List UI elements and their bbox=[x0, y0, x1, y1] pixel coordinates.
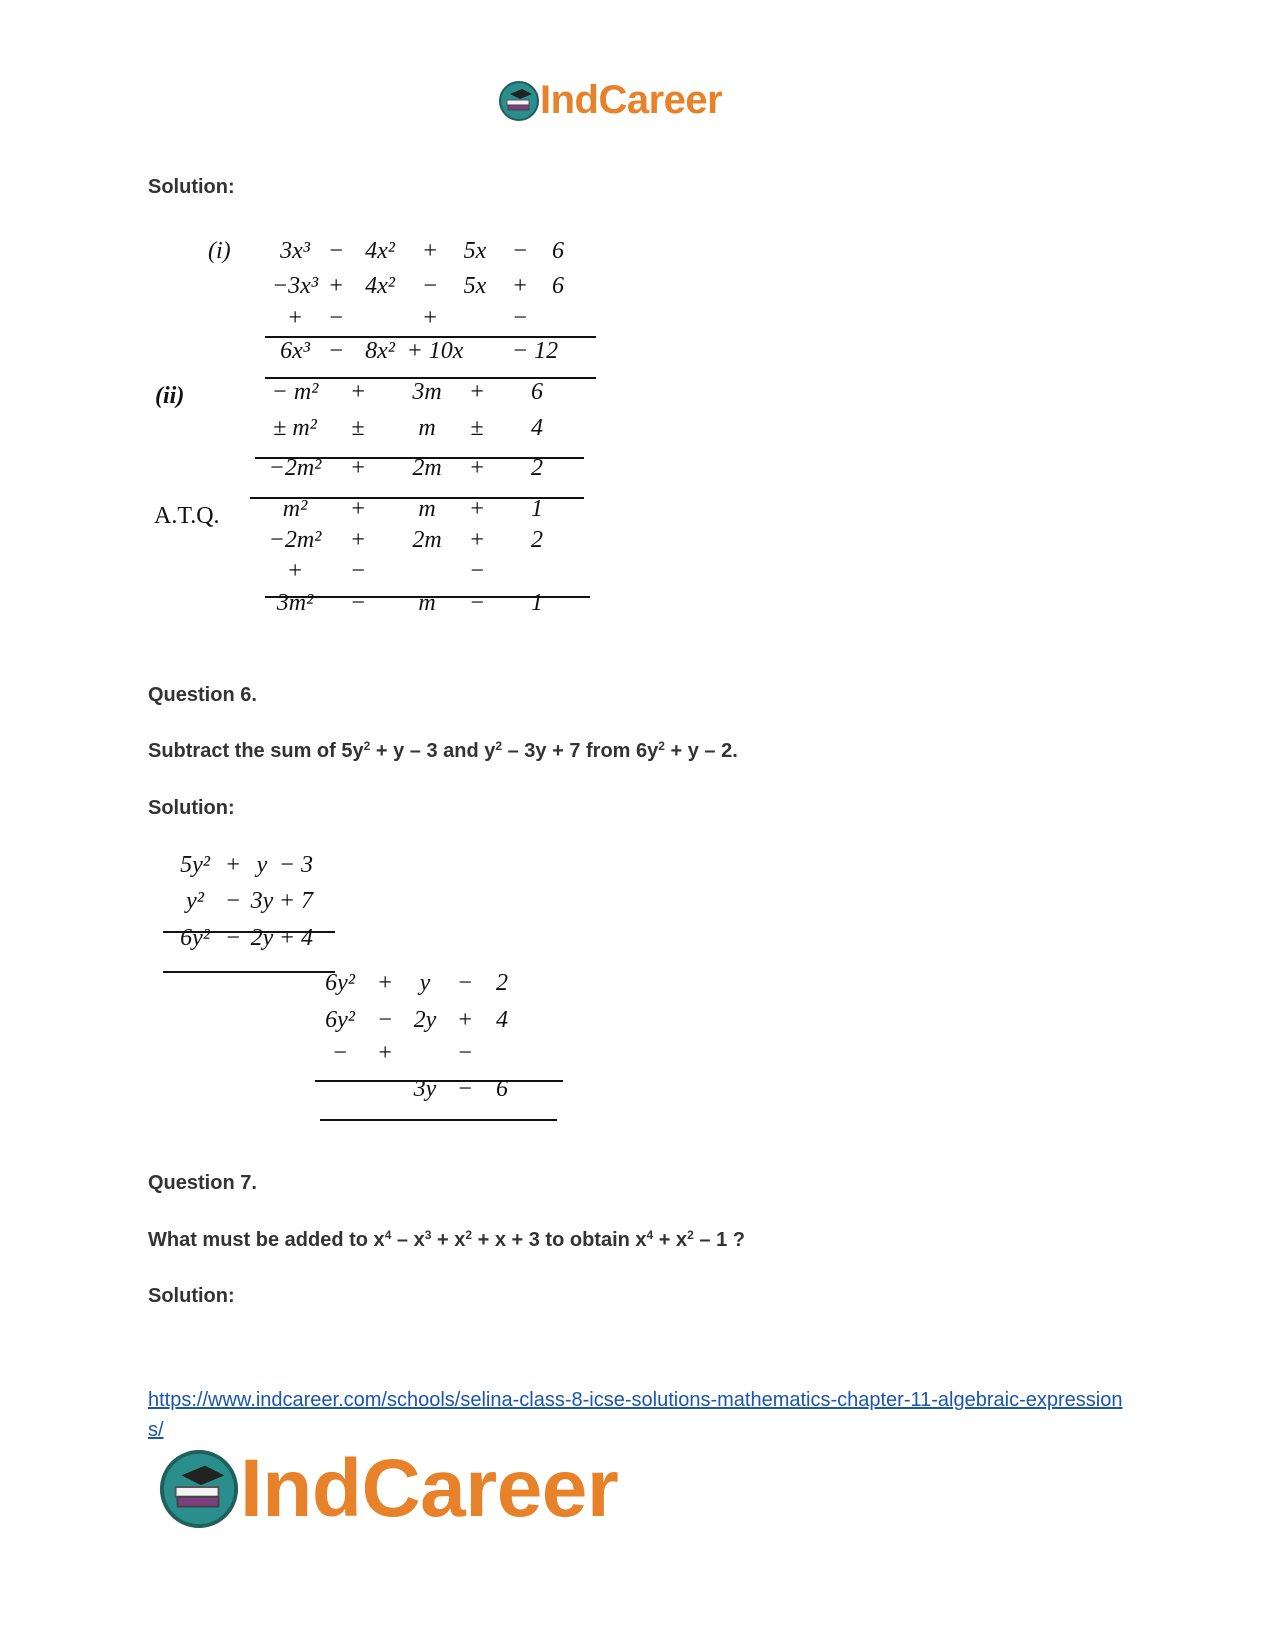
math-term: y bbox=[419, 970, 431, 996]
math-term: 7 bbox=[301, 888, 313, 914]
math-term: + bbox=[224, 852, 242, 878]
math-term: − bbox=[511, 238, 529, 264]
logo-globe-icon bbox=[498, 80, 540, 122]
math-term: 6 bbox=[496, 1076, 508, 1102]
math-term: − bbox=[421, 273, 439, 299]
solution-label-q6: Solution: bbox=[148, 797, 235, 819]
math-term: + bbox=[349, 527, 367, 553]
math-term: + bbox=[349, 455, 367, 481]
math-term: 5x bbox=[463, 238, 487, 264]
footer-logo-text: IndCareer bbox=[240, 1443, 619, 1534]
math-term: 4x² bbox=[365, 238, 395, 264]
math-term: −2m² bbox=[268, 527, 322, 553]
math-term: + bbox=[327, 273, 345, 299]
math-term: + bbox=[278, 888, 296, 914]
math-term: − bbox=[327, 338, 345, 364]
math-term: + bbox=[511, 273, 529, 299]
math-term: − bbox=[456, 1076, 474, 1102]
math-term: 6y² bbox=[325, 1007, 355, 1033]
math-term: − bbox=[224, 925, 242, 951]
math-term: − bbox=[456, 970, 474, 996]
math-term: − bbox=[278, 852, 296, 878]
footer-logo bbox=[158, 1443, 619, 1534]
math-term: 6 bbox=[552, 238, 564, 264]
math-term: + bbox=[286, 305, 304, 331]
math-term: 6y² bbox=[325, 970, 355, 996]
label-atq: A.T.Q. bbox=[154, 503, 220, 529]
math-term: y bbox=[256, 852, 268, 878]
math-term: + bbox=[468, 379, 486, 405]
math-term: + bbox=[278, 925, 296, 951]
math-term: y² bbox=[186, 888, 204, 914]
math-term: 2m bbox=[412, 527, 442, 553]
solution-label-q7: Solution: bbox=[148, 1285, 235, 1307]
math-term: − bbox=[456, 1040, 474, 1066]
math-term: − bbox=[468, 590, 486, 616]
math-term: − bbox=[349, 590, 367, 616]
math-term: 2 bbox=[531, 527, 543, 553]
source-link[interactable]: https://www.indcareer.com/schools/selina-class-8-icse-solutions-mathematics-chapter-11-algebraic-expressions/ bbox=[148, 1389, 1123, 1441]
math-term: ± bbox=[470, 415, 484, 441]
question-7-text: What must be added to $x^4 - x^3 + x^2 + x + 3$ to obtain $x^4 + x^2 - 1$ ? bbox=[148, 1228, 745, 1251]
math-term: + bbox=[349, 379, 367, 405]
math-term: + bbox=[376, 1040, 394, 1066]
math-term: −3x³ bbox=[271, 273, 319, 299]
logo-globe-icon bbox=[158, 1448, 240, 1530]
math-term: m bbox=[418, 590, 436, 616]
math-term: + bbox=[421, 305, 439, 331]
question-6-heading: Question 6. bbox=[148, 684, 257, 706]
math-term: − bbox=[327, 305, 345, 331]
label-part-ii: (ii) bbox=[155, 383, 185, 409]
math-term: 2y bbox=[250, 925, 274, 951]
solution-label-q5: Solution: bbox=[148, 176, 235, 198]
math-term: − bbox=[468, 558, 486, 584]
math-term: + bbox=[468, 455, 486, 481]
solution-work-q6 bbox=[155, 850, 575, 1140]
math-term: 3m bbox=[412, 379, 442, 405]
math-term: 1 bbox=[531, 496, 543, 522]
math-term: 5y² bbox=[180, 852, 210, 878]
math-term: + 10x bbox=[406, 338, 464, 364]
math-term: 6 bbox=[531, 379, 543, 405]
math-term: + bbox=[468, 496, 486, 522]
math-term: 2 bbox=[496, 970, 508, 996]
math-term: 3x³ bbox=[280, 238, 310, 264]
math-term: 2 bbox=[531, 455, 543, 481]
math-term: 4 bbox=[301, 925, 313, 951]
label-part-i: (i) bbox=[208, 238, 231, 264]
question-6-text: Subtract the sum of $5y^2 + y - 3$ and $y^2 - 3y + 7$ from $6y^2 + y - 2$. bbox=[148, 739, 738, 762]
math-term: m bbox=[418, 415, 436, 441]
math-term: 4 bbox=[531, 415, 543, 441]
math-term: m bbox=[418, 496, 436, 522]
math-term: 4x² bbox=[365, 273, 395, 299]
math-term: 4 bbox=[496, 1007, 508, 1033]
math-term: − bbox=[224, 888, 242, 914]
math-term: 6x³ bbox=[280, 338, 310, 364]
math-term: − bbox=[327, 238, 345, 264]
math-term: + bbox=[421, 238, 439, 264]
math-term: 3m² bbox=[276, 590, 314, 616]
math-term: 2y bbox=[413, 1007, 437, 1033]
math-term: −2m² bbox=[268, 455, 322, 481]
math-term: 8x² bbox=[365, 338, 395, 364]
math-term: m² bbox=[282, 496, 308, 522]
math-term: 3 bbox=[301, 852, 313, 878]
math-term: 1 bbox=[531, 590, 543, 616]
math-term: 3y bbox=[250, 888, 274, 914]
math-term: 6 bbox=[552, 273, 564, 299]
math-term: + bbox=[468, 527, 486, 553]
math-term: + bbox=[376, 970, 394, 996]
math-term: − bbox=[331, 1040, 349, 1066]
math-term: 2m bbox=[412, 455, 442, 481]
math-term: − bbox=[349, 558, 367, 584]
question-7-heading: Question 7. bbox=[148, 1172, 257, 1194]
math-term: − m² bbox=[271, 379, 319, 405]
math-term: 5x bbox=[463, 273, 487, 299]
math-term: − 12 bbox=[511, 338, 559, 364]
math-term: + bbox=[456, 1007, 474, 1033]
header-logo bbox=[498, 78, 722, 123]
math-term: 3y bbox=[413, 1076, 437, 1102]
solution-work-q5 bbox=[140, 225, 610, 650]
header-logo-text: IndCareer bbox=[540, 78, 723, 122]
math-term: ± m² bbox=[273, 415, 317, 441]
math-term: − bbox=[376, 1007, 394, 1033]
math-term: 6y² bbox=[180, 925, 210, 951]
math-term: + bbox=[286, 558, 304, 584]
math-term: + bbox=[349, 496, 367, 522]
math-term: − bbox=[511, 305, 529, 331]
math-term: ± bbox=[351, 415, 365, 441]
